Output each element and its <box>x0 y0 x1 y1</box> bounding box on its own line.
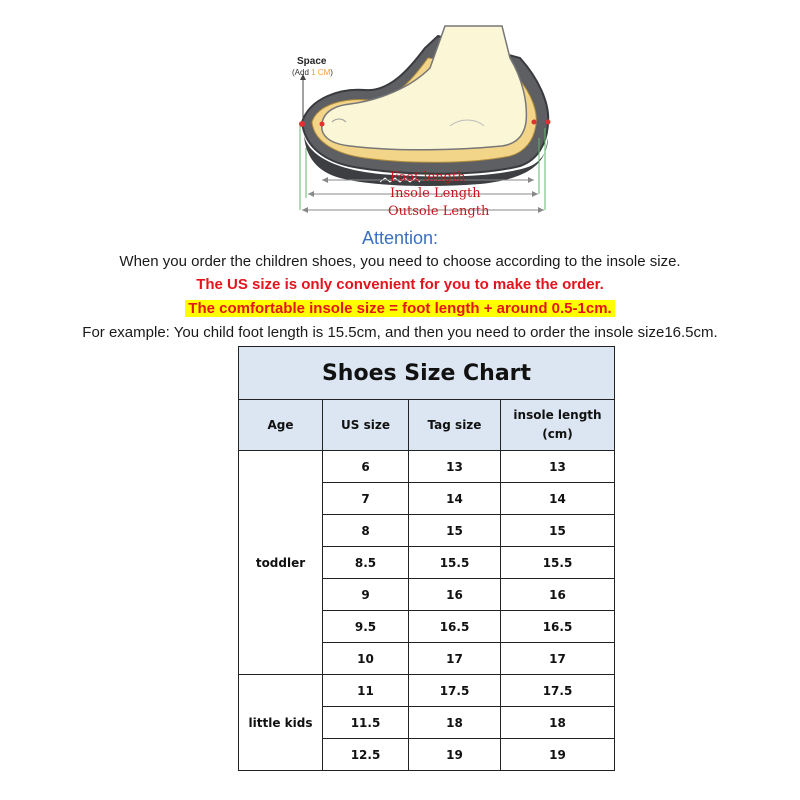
age-group-cell: little kids <box>239 675 323 771</box>
tag-size-cell: 16 <box>409 579 501 611</box>
us-size-cell: 8.5 <box>323 547 409 579</box>
us-size-cell: 11.5 <box>323 707 409 739</box>
space-note-prefix: (Add <box>292 68 312 77</box>
us-size-cell: 12.5 <box>323 739 409 771</box>
example-line: For example: You child foot length is 15.5cm, and then you need to order the insole size16.5cm. <box>82 324 718 341</box>
insole-length-cell: 14 <box>501 483 615 515</box>
tag-size-cell: 15 <box>409 515 501 547</box>
table-title-row <box>239 347 615 400</box>
tag-size-cell: 18 <box>409 707 501 739</box>
table-title: Shoes Size Chart <box>239 347 615 400</box>
table-row <box>239 451 615 483</box>
notice-insole-formula: The comfortable insole size = foot length + around 0.5-1cm. <box>185 300 614 317</box>
table-body <box>239 451 615 771</box>
foot-length-label: Foot length <box>390 170 466 185</box>
us-size-cell: 9.5 <box>323 611 409 643</box>
insole-length-cell: 18 <box>501 707 615 739</box>
us-size-cell: 7 <box>323 483 409 515</box>
header-insole-length-text: insole length <box>513 408 602 422</box>
insole-length-cell: 16.5 <box>501 611 615 643</box>
tag-size-cell: 16.5 <box>409 611 501 643</box>
table-row <box>239 675 615 707</box>
shoes-size-chart-table <box>238 346 615 771</box>
header-insole-unit: (cm) <box>542 427 573 441</box>
insole-length-cell: 15 <box>501 515 615 547</box>
header-tag-size: Tag size <box>409 400 501 451</box>
insole-length-label: Insole Length <box>390 186 481 201</box>
us-size-cell: 9 <box>323 579 409 611</box>
space-label: Space <box>297 56 327 67</box>
notice-us-size: The US size is only convenient for you to make the order. <box>196 276 604 293</box>
highlight-row <box>0 300 800 318</box>
space-note <box>292 68 333 77</box>
us-size-cell: 10 <box>323 643 409 675</box>
shoe-measurement-diagram <box>270 18 560 223</box>
tag-size-cell: 17 <box>409 643 501 675</box>
space-note-value: 1 CM <box>311 68 331 77</box>
tag-size-cell: 17.5 <box>409 675 501 707</box>
tag-size-cell: 15.5 <box>409 547 501 579</box>
insole-length-cell: 16 <box>501 579 615 611</box>
tag-size-cell: 13 <box>409 451 501 483</box>
insole-length-cell: 13 <box>501 451 615 483</box>
outsole-length-label: Outsole Length <box>388 204 490 219</box>
header-us-size: US size <box>323 400 409 451</box>
tag-size-cell: 14 <box>409 483 501 515</box>
age-group-cell: toddler <box>239 451 323 675</box>
attention-heading: Attention: <box>361 228 439 248</box>
insole-length-cell: 17 <box>501 643 615 675</box>
instruction-line-1: When you order the children shoes, you need to choose according to the insole size. <box>119 253 681 270</box>
us-size-cell: 11 <box>323 675 409 707</box>
insole-length-cell: 17.5 <box>501 675 615 707</box>
insole-length-cell: 19 <box>501 739 615 771</box>
space-note-suffix: ) <box>330 68 333 77</box>
header-age: Age <box>239 400 323 451</box>
tag-size-cell: 19 <box>409 739 501 771</box>
table-header-row <box>239 400 615 451</box>
header-insole-length <box>501 400 615 451</box>
insole-length-cell: 15.5 <box>501 547 615 579</box>
us-size-cell: 8 <box>323 515 409 547</box>
us-size-cell: 6 <box>323 451 409 483</box>
